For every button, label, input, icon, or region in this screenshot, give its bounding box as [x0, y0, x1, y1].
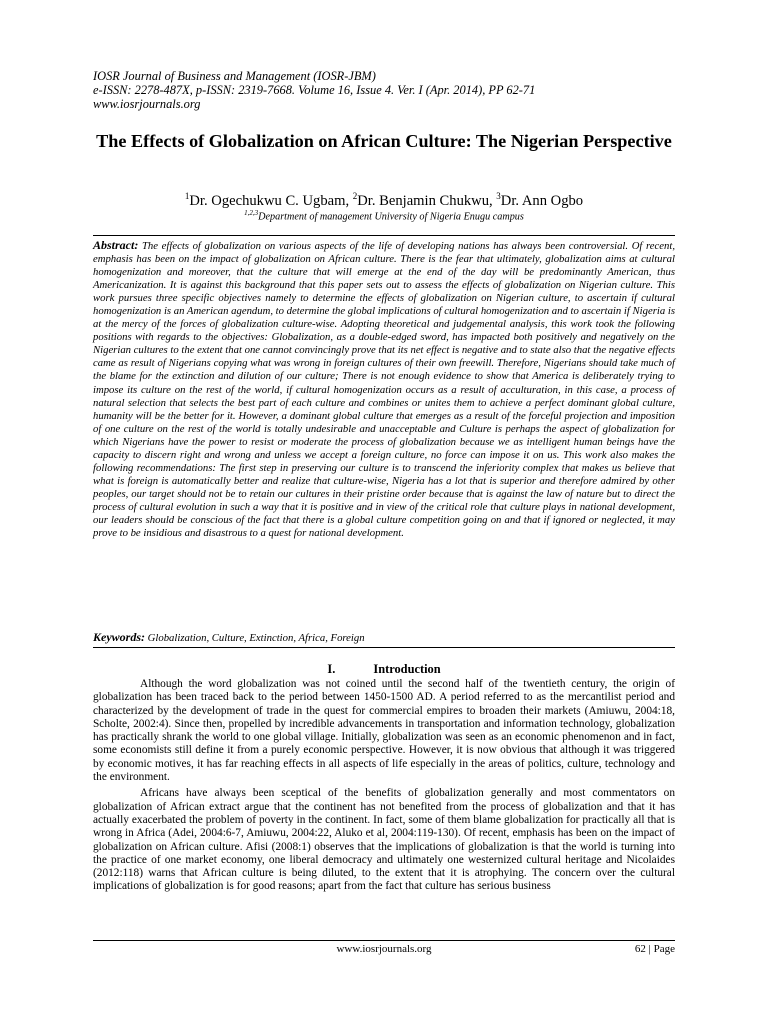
journal-issn: e-ISSN: 2278-487X, p-ISSN: 2319-7668. Volume 16, Issue 4. Ver. I (Apr. 2014), PP 62-71	[93, 83, 536, 98]
keywords-text: Globalization, Culture, Extinction, Africa, Foreign	[147, 632, 365, 644]
author-1-superscript: 1	[184, 191, 190, 201]
author-1-name: Dr. Ogechukwu C. Ugbam,	[189, 192, 353, 209]
keywords-label: Keywords:	[93, 630, 145, 644]
author-2-superscript: 2	[352, 191, 358, 201]
author-2-name: Dr. Benjamin Chukwu,	[357, 192, 497, 209]
affiliation-superscript: 1,2,3	[244, 209, 259, 217]
section-heading	[93, 662, 675, 677]
journal-name: IOSR Journal of Business and Management (IOSR-JBM)	[93, 69, 376, 83]
keywords	[93, 631, 675, 645]
abstract-bottom-rule	[93, 647, 675, 648]
affiliation	[93, 207, 675, 223]
footer-url: www.iosrjournals.org	[336, 943, 432, 955]
author-3-name: Dr. Ann Ogbo	[500, 192, 584, 209]
author-3-superscript: 3	[496, 191, 501, 201]
journal-header	[93, 69, 693, 112]
affiliation-text: Department of management University of Nigeria Enugu campus	[258, 211, 524, 223]
paper-title: The Effects of Globalization on African Culture: The Nigerian Perspective	[96, 131, 672, 151]
paragraph: Africans have always been sceptical of the benefits of globalization generally and most commentators on globalization of African extract argue that the continent has not benefited from the process of globalization and that it has actually exacerbated the problem of poverty in the continent. In fact, some of them blame globalization for practically all that is wrong in Africa (Adei, 2004:6-7, Amiuwu, 2004:22, Aluko et al, 2004:119-130). Of recent, emphasis has been on the impact of globalization on African culture. Afisi (2008:1) observes that the implications of globalization is that the world is turning into the practice of one market economy, one liberal democracy and ultimately one westernized cultural heritage and Nicolaides (2012:118) warns that African culture is being diluted, to the extent that it is atrophying. The concern over the cultural implications of globalization is for good reasons; apart from the fact that culture has serious business	[93, 787, 675, 893]
paragraph: Although the word globalization was not coined until the second half of the twentieth century, the origin of globalization has been traced back to the period between 1450-1500 AD. A period referred to as the mercantilist period and characterized by the development of trade in the quest for commercial empires to broaden their markets (Amiuwu, 2004:18, Scholte, 2002:4). Since then, propelled by incredible advancements in transportation and information technology, globalization has practically shrank the world to one global village. Initially, globalization was seen as an economic phenomenon and in fact, some economists still define it from a purely economic perspective. However, it is now obvious that although it was triggered by economic motives, it has far reaching effects in all aspects of life especially in the areas of politics, culture, technology and the environment.	[93, 678, 675, 784]
abstract-text: The effects of globalization on various aspects of the life of developing nations has always been controversial. Of recent, emphasis has been on the impact of globalization on African culture. There is the fear that ultimately, globalization aims at cultural homogenization and moreover, that the culture that will emerge at the end of the day will be predominantly American, thus Americanization. It is against this background that this paper sets out to assess the effects of globalization on Nigerian culture. This work pursues three specific objectives namely to determine the effects of globalization on Nigerian culture, to ascertain if cultural homogenization is an American agendum, to determine the global implications of cultural homogenization and to ascertain if Nigeria is at the mercy of the forces of globalization culture-wise. Adopting theoretical and judgemental analysis, this work took the following positions with regards to the objectives: Globalization, as a double-edged sword, has impacted both positively and negatively on the Nigerian cultures to the extent that one cannot convincingly prove that its net effect is negative and to state also that the negative effects came as result of Nigerians copying what was wrong in foreign cultures of their own freewill. Therefore, Nigerians should take much of the blame for the extinction and dilution of our culture; There is not enough evidence to show that America is deliberately trying to impose its culture on the rest of the world, if cultural homogenization occurs as a result of acculturation, in this case, a process of natural selection that selects the best part of each culture and combines or unites them to achieve a perfect dominant global culture, humanity will be the better for it. However, a dominant global culture that emerges as a result of the forceful projection and imposition of one culture on the rest of the world is totally undesirable and unacceptable and Culture is perhaps the aspect of globalization for which Nigerians have the power to resist or moderate the process of globalization because we as intelligent human beings have the capacity to discern right and wrong and unless we accept a foreign culture, no force can impose it on us. This work also makes the following recommendations: The first step in preserving our culture is to transcend the inferiority complex that makes us believe that what is foreign is automatically better and realize that culture-wise, Nigeria has a lot that is superior and therefore admired by other peoples, our target should not be to retain our cultures in their pristine order because that is against the law of nature but to direct the process of cultural evolution in such a way that it is positive and in view of the critical role that culture plays in national development, our leaders should be conscious of the fact that there is a global culture competition going on and that if ignored or neglected, it may prove to be insidious and disastrous to a quest for national development.	[93, 240, 676, 540]
abstract-label: Abstract:	[93, 238, 139, 252]
footer-rule	[93, 940, 675, 941]
journal-website: www.iosrjournals.org	[93, 97, 201, 112]
section-title: Introduction	[373, 662, 441, 676]
body-text	[93, 678, 675, 897]
abstract	[93, 239, 675, 540]
section-number: I.	[327, 662, 336, 676]
abstract-top-rule	[93, 235, 675, 236]
footer-page-number: 62 | Page	[634, 943, 675, 955]
